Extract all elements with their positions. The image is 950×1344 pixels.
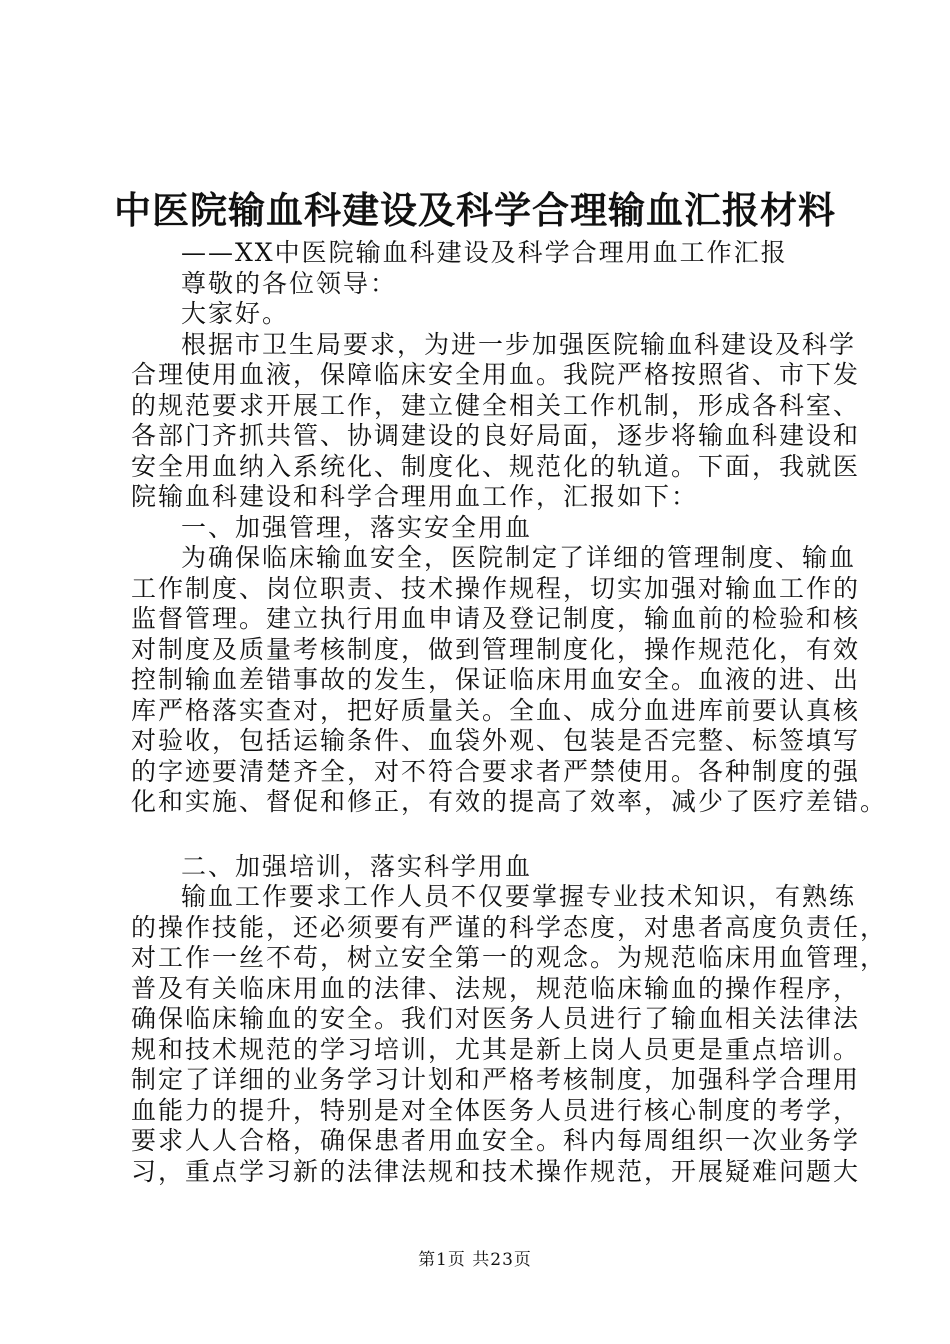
section-2-heading: 二、加强培训，落实科学用血 xyxy=(181,851,533,881)
intro-line: 的规范要求开展工作，建立健全相关工作机制，形成各科室、 xyxy=(131,390,861,420)
intro-line: 安全用血纳入系统化、制度化、规范化的轨道。下面，我就医 xyxy=(131,451,861,481)
section-1-line: 的字迹要清楚齐全，对不符合要求者严禁使用。各种制度的强 xyxy=(131,756,861,786)
section-1-line: 库严格落实查对，把好质量关。全血、成分血进库前要认真核 xyxy=(131,695,861,725)
section-2-line: 确保临床输血的安全。我们对医务人员进行了输血相关法律法 xyxy=(131,1004,861,1033)
section-2-line: 规和技术规范的学习培训，尤其是新上岗人员更是重点培训。 xyxy=(131,1034,861,1064)
document-body xyxy=(131,238,888,1187)
section-2-line: 血能力的提升，特别是对全体医务人员进行核心制度的考学， xyxy=(131,1095,861,1125)
section-2-line: 制定了详细的业务学习计划和严格考核制度，加强科学合理用 xyxy=(131,1065,861,1094)
section-1-line: 为确保临床输血安全，医院制定了详细的管理制度、输血 xyxy=(181,543,857,572)
section-1-line: 监督管理。建立执行用血申请及登记制度，输血前的检验和核 xyxy=(131,604,861,633)
intro-line: 各部门齐抓共管、协调建设的良好局面，逐步将输血科建设和 xyxy=(131,421,861,450)
section-1-line: 工作制度、岗位职责、技术操作规程，切实加强对输血工作的 xyxy=(131,573,861,603)
section-1-heading: 一、加强管理，落实安全用血 xyxy=(181,512,533,542)
intro-line: 根据市卫生局要求，为进一步加强医院输血科建设及科学 xyxy=(181,329,857,359)
subtitle: ——XX中医院输血科建设及科学合理用血工作汇报 xyxy=(181,238,788,267)
section-gap xyxy=(131,818,831,852)
intro-line: 院输血科建设和科学合理用血工作，汇报如下： xyxy=(131,482,699,511)
salutation: 尊敬的各位领导： xyxy=(181,268,398,298)
section-2-line: 普及有关临床用血的法律、法规，规范临床输血的操作程序， xyxy=(131,973,861,1003)
greeting: 大家好。 xyxy=(181,299,290,328)
section-2-line: 输血工作要求工作人员不仅要掌握专业技术知识，有熟练 xyxy=(181,882,857,911)
section-1-line: 化和实施、督促和修正，有效的提高了效率，减少了医疗差错。 xyxy=(131,787,888,816)
section-2-line: 的操作技能，还必须要有严谨的科学态度，对患者高度负责任， xyxy=(131,912,888,942)
document-title: 中医院输血科建设及科学合理输血汇报材料 xyxy=(114,188,836,232)
section-2-line: 习，重点学习新的法律法规和技术操作规范，开展疑难问题大 xyxy=(131,1156,861,1186)
page-number-footer: 第1页 共23页 xyxy=(418,1250,532,1270)
section-1-line: 控制输血差错事故的发生，保证临床用血安全。血液的进、出 xyxy=(131,665,861,694)
section-2-line: 对工作一丝不苟，树立安全第一的观念。为规范临床用血管理， xyxy=(131,943,888,972)
section-2-line: 要求人人合格，确保患者用血安全。科内每周组织一次业务学 xyxy=(131,1126,861,1155)
intro-line: 合理使用血液，保障临床安全用血。我院严格按照省、市下发 xyxy=(131,360,861,389)
section-1-line: 对制度及质量考核制度，做到管理制度化，操作规范化，有效 xyxy=(131,634,861,664)
section-1-line: 对验收，包括运输条件、血袋外观、包装是否完整、标签填写 xyxy=(131,726,861,755)
